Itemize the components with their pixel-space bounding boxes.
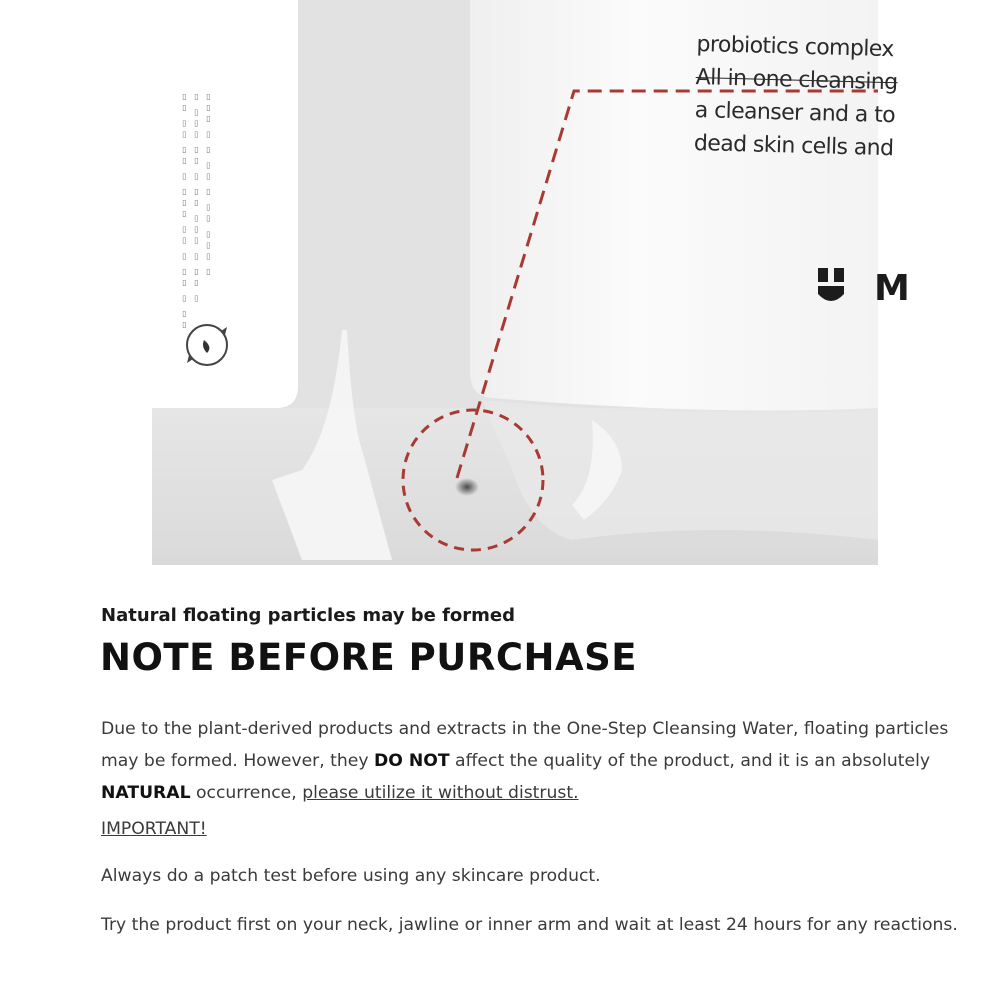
paragraph-text: Due to the plant-derived products and extracts in the One-Step Cleansing Water, floating particles may be formed. However, they — [101, 719, 949, 771]
important-heading: IMPORTANT! — [101, 819, 207, 839]
emphasis-natural: NATURAL — [101, 783, 191, 803]
patch-test-note: Always do a patch test before using any skincare product. — [101, 866, 601, 886]
bottle-line: probiotics complex — [696, 31, 895, 63]
underlined-note: please utilize it without distrust. — [302, 783, 579, 803]
bottle-label-text — [694, 28, 899, 165]
bottle-line: a cleanser and a to — [694, 97, 896, 129]
paragraph-text: occurrence, — [190, 783, 303, 803]
description-paragraph — [101, 713, 961, 809]
bottle-line: All in one cleansing — [695, 64, 898, 96]
bottle-line: dead skin cells and — [693, 130, 894, 162]
vertical-fine-print: ▯▯ ▯▯ ▯▯ ▯ ▯▯▯ ▯▯ ▯ ▯▯ ▯ ▯▯ ▯ ▯▯▯ ▯▯ ▯ ▯▯ ▯▯▯ ▯ ▯▯ ▯ ▯▯▯ ▯ ▯ ▯▯ ▯ ▯▯ ▯▯▯ ▯ — [180, 92, 213, 331]
page-title: NOTE BEFORE PURCHASE — [100, 636, 637, 679]
subtitle: Natural floating particles may be formed — [101, 605, 516, 626]
paragraph-text: affect the quality of the product, and it is an absolutely — [449, 751, 931, 771]
try-first-note: Try the product first on your neck, jawline or inner arm and wait at least 24 hours for any reactions. — [101, 915, 958, 935]
brand — [862, 268, 910, 309]
emphasis-do-not: DO NOT — [374, 751, 450, 771]
product-photo — [152, 0, 910, 565]
brand-initial: M — [874, 268, 910, 309]
